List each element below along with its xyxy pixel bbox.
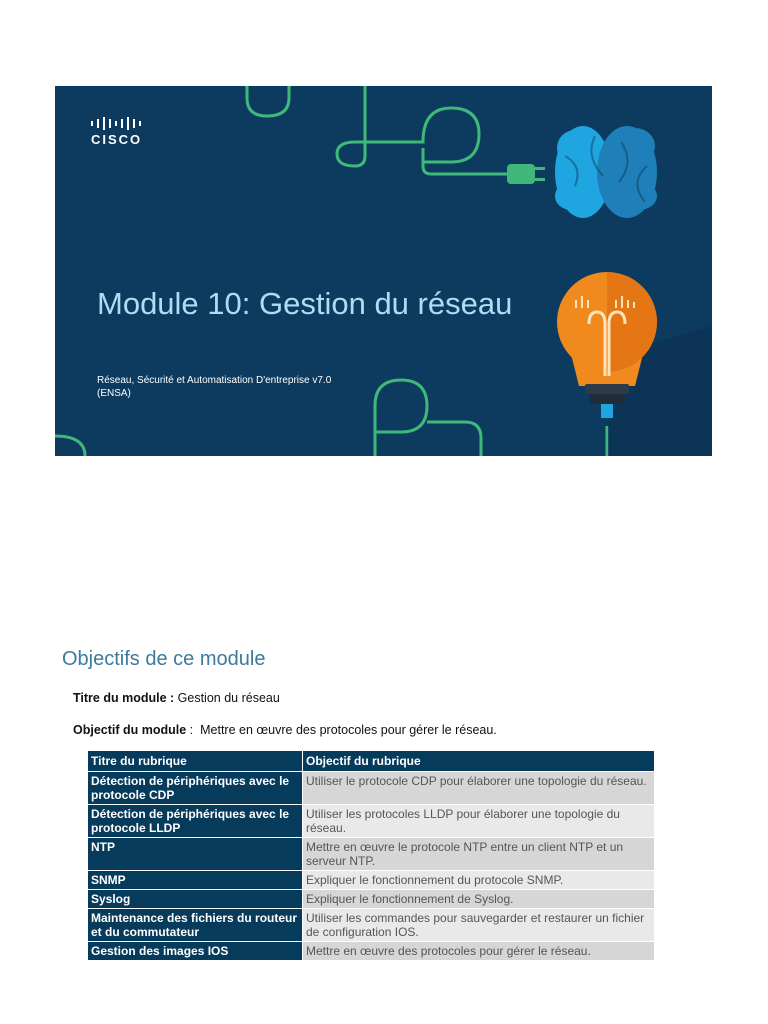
table-header-topic: Titre du rubrique <box>88 751 303 772</box>
slide-title: Module 10: Gestion du réseau <box>97 286 513 321</box>
table-cell-objective: Expliquer le fonctionnement de Syslog. <box>303 890 655 909</box>
module-title-line <box>73 691 280 705</box>
objectives-table <box>87 750 655 961</box>
table-row <box>88 871 655 890</box>
table-cell-topic: Détection de périphériques avec le protocole LLDP <box>88 805 303 838</box>
module-objective-line: Objectif du module : Mettre en œuvre des protocoles pour gérer le réseau. <box>73 723 497 737</box>
table-cell-topic: NTP <box>88 838 303 871</box>
objectives-heading: Objectifs de ce module <box>62 648 266 670</box>
module-title-label: Titre du module : <box>73 691 175 705</box>
table-cell-topic: Syslog <box>88 890 303 909</box>
table-row <box>88 942 655 961</box>
table-cell-objective: Utiliser les commandes pour sauvegarder et restaurer un fichier de configuration IOS. <box>303 909 655 942</box>
cisco-wordmark: CISCO <box>91 132 143 147</box>
brain-icon <box>555 126 657 218</box>
table-header-objective: Objectif du rubrique <box>303 751 655 772</box>
title-slide <box>55 86 712 456</box>
decorative-circuit-lines <box>55 86 712 456</box>
table-cell-topic: Maintenance des fichiers du routeur et du commutateur <box>88 909 303 942</box>
module-title-value: Gestion du réseau <box>177 691 280 705</box>
table-row <box>88 909 655 942</box>
cisco-logo <box>91 116 142 147</box>
slide-subtitle-line1: Réseau, Sécurité et Automatisation D'entreprise v7.0 <box>97 375 332 386</box>
module-objective-value: Mettre en œuvre des protocoles pour gérer le réseau. <box>200 723 497 737</box>
table-cell-objective: Utiliser le protocole CDP pour élaborer une topologie du réseau. <box>303 772 655 805</box>
slide-subtitle-line2: (ENSA) <box>97 388 131 399</box>
module-objective-label: Objectif du module <box>73 723 187 737</box>
table-cell-topic: SNMP <box>88 871 303 890</box>
table-cell-objective: Mettre en œuvre le protocole NTP entre un client NTP et un serveur NTP. <box>303 838 655 871</box>
table-row <box>88 838 655 871</box>
table-cell-objective: Expliquer le fonctionnement du protocole SNMP. <box>303 871 655 890</box>
table-cell-topic: Détection de périphériques avec le protocole CDP <box>88 772 303 805</box>
table-cell-objective: Mettre en œuvre des protocoles pour gérer le réseau. <box>303 942 655 961</box>
table-row <box>88 772 655 805</box>
table-row <box>88 890 655 909</box>
cisco-bars-icon <box>91 116 142 130</box>
plug-icon <box>507 164 545 184</box>
table-cell-topic: Gestion des images IOS <box>88 942 303 961</box>
table-header-row <box>88 751 655 772</box>
table-cell-objective: Utiliser les protocoles LLDP pour élaborer une topologie du réseau. <box>303 805 655 838</box>
lightbulb-icon <box>557 272 712 456</box>
table-row <box>88 805 655 838</box>
slide-subtitle <box>97 374 331 400</box>
